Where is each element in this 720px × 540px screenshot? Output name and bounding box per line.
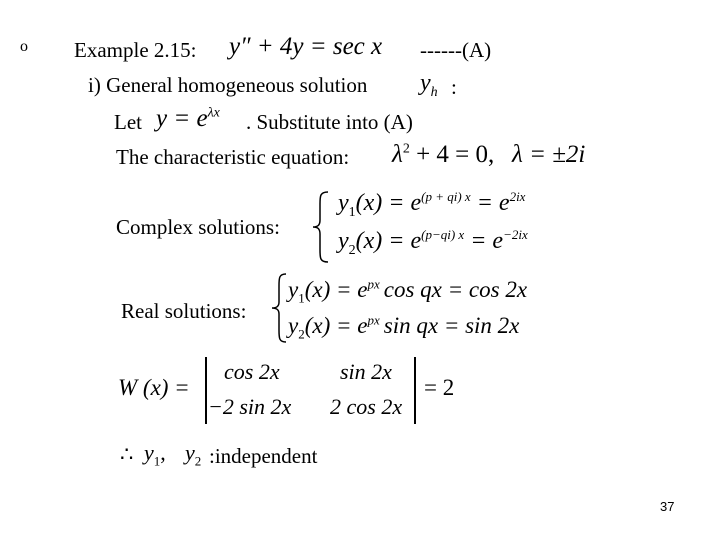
real-label: Real solutions: xyxy=(121,299,247,323)
matrix-a22: 2 cos 2x xyxy=(330,394,403,419)
homogeneous-heading: i) General homogeneous solution xyxy=(88,73,368,97)
let-text: Let xyxy=(114,110,142,134)
yh-colon: : xyxy=(451,75,457,99)
characteristic-label: The characteristic equation: xyxy=(116,145,350,169)
determinant-left-bar xyxy=(205,357,207,424)
real-solution-2: $y_2(x) = e^{px}$ sin qx = sin 2x xyxy=(288,312,520,342)
complex-brace xyxy=(310,190,332,264)
matrix-a12: sin 2x xyxy=(340,359,392,384)
characteristic-equation: $\lambda^2 + 4 = 0$, xyxy=(392,141,495,168)
y1-symbol: $y_1$, xyxy=(144,440,166,469)
substitute-text: . Substitute into (A) xyxy=(246,110,413,134)
real-brace xyxy=(270,272,290,344)
wronskian-result: = 2 xyxy=(424,375,455,400)
bullet-marker: o xyxy=(20,38,28,55)
complex-label: Complex solutions: xyxy=(116,215,280,239)
real-solution-1: $y_1(x) = e^{px}$ cos qx = cos 2x xyxy=(288,276,528,306)
complex-solution-1: $y_1(x) = e^{(p + qi) x} = e^{2ix}$ xyxy=(338,189,526,220)
determinant-right-bar xyxy=(414,357,416,424)
matrix-a21: −2 sin 2x xyxy=(208,394,292,419)
independent-text: :independent xyxy=(209,444,318,468)
equation-tag: ------(A) xyxy=(420,38,492,62)
yh-symbol: $y_h$ xyxy=(420,70,438,100)
characteristic-roots: λ = ±2i xyxy=(512,141,586,168)
complex-solution-2: $y_2(x) = e^{(p-qi) x} = e^{-2ix}$ xyxy=(338,227,528,258)
example-label: Example 2.15: xyxy=(74,38,197,62)
trial-solution: $y = e^{\lambda x}$ xyxy=(156,105,220,132)
y2-symbol: $y_2$ xyxy=(185,440,202,469)
therefore-symbol: ∴ xyxy=(120,442,134,466)
page-number: 37 xyxy=(660,499,675,514)
ode-equation: y″ + 4y = sec x xyxy=(229,33,383,60)
matrix-a11: cos 2x xyxy=(224,359,280,384)
wronskian-lhs: W (x) = xyxy=(118,375,190,400)
